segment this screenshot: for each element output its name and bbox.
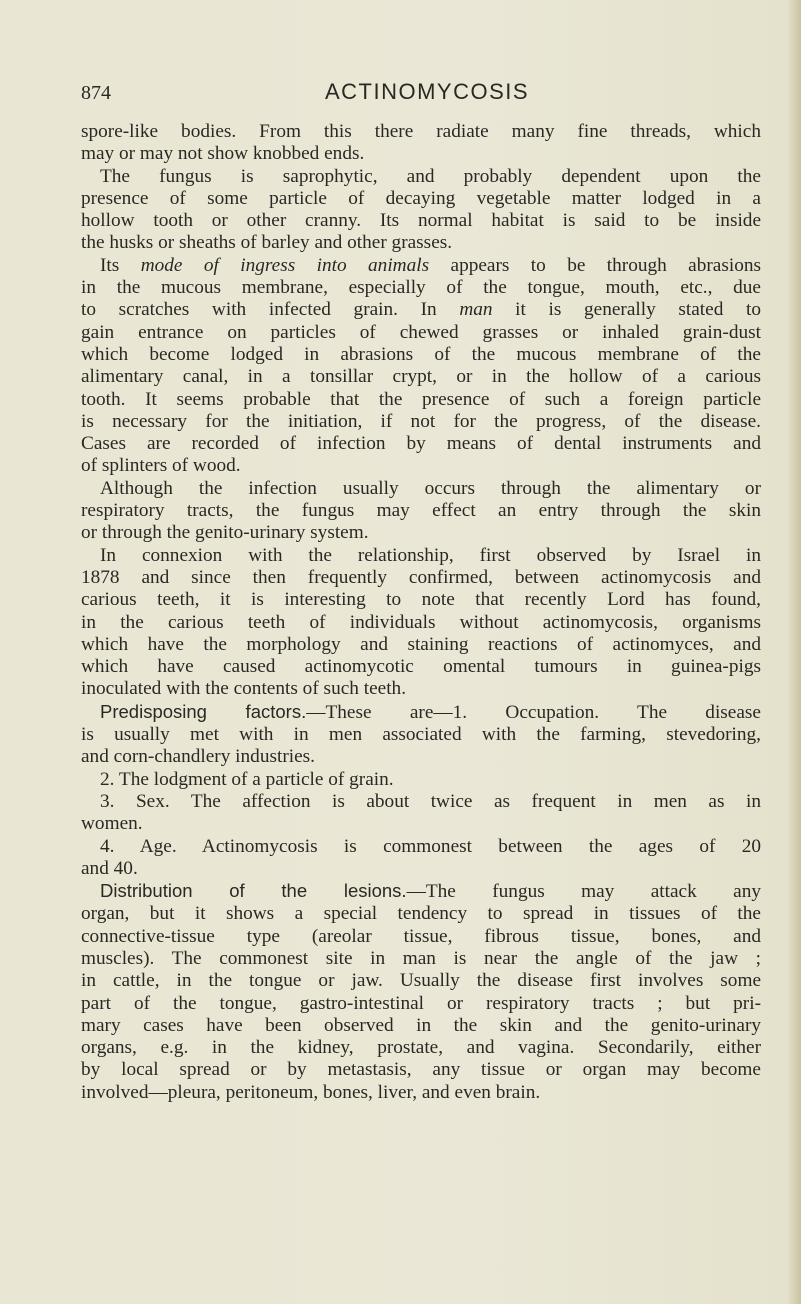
text-line: [81, 813, 761, 835]
italic-phrase: mode of ingress into animals: [140, 254, 430, 276]
text-line: [81, 1059, 761, 1081]
text-run: in the mucous membrane, especially of the tongue, mouth, etc., due: [81, 277, 761, 299]
text-run: respiratory tracts, the fungus may effect an entry through the skin: [81, 500, 761, 522]
text-line: [81, 724, 761, 746]
text-line: [81, 121, 761, 143]
text-line: [81, 948, 761, 970]
text-line: [81, 678, 761, 700]
text-run: tooth. It seems probable that the presence of such a foreign particle: [81, 388, 761, 410]
text-line: [81, 255, 761, 277]
text-line: [81, 656, 761, 678]
text-line: [81, 1082, 761, 1104]
text-run: involved—pleura, peritoneum, bones, liver, and even brain.: [81, 1081, 541, 1103]
text-run: —The fungus may attack any: [406, 881, 761, 903]
text-run: is necessary for the initiation, if not for the progress, of the disease.: [81, 410, 761, 432]
text-line: [81, 612, 761, 634]
text-line: [81, 277, 761, 299]
text-run: connective-tissue type (areolar tissue, fibrous tissue, bones, and: [81, 925, 761, 947]
text-run: organ, but it shows a special tendency to spread in tissues of the: [81, 903, 761, 925]
text-line: [81, 858, 761, 880]
text-line: [81, 500, 761, 522]
running-title: ACTINOMYCOSIS: [324, 79, 530, 104]
text-run: 4. Age. Actinomycosis is commonest between the ages of 20: [100, 835, 761, 857]
section-heading: Predisposing factors.: [100, 700, 307, 722]
text-run: to scratches with infected grain. In: [81, 299, 460, 321]
text-run: women.: [81, 813, 143, 835]
text-line: [81, 880, 761, 903]
text-run: in the carious teeth of individuals without actinomycosis, organisms: [81, 611, 761, 633]
text-run: inoculated with the contents of such teeth.: [81, 678, 407, 700]
text-line: [81, 210, 761, 232]
text-line: [81, 433, 761, 455]
text-run: is usually met with in men associated with the farming, stevedoring,: [81, 724, 761, 746]
text-run: Although the infection usually occurs through the alimentary or: [100, 477, 761, 499]
text-run: In connexion with the relationship, first observed by Israel in: [100, 544, 761, 566]
text-run: mary cases have been observed in the skin and the genito-urinary: [81, 1014, 761, 1036]
text-run: the husks or sheaths of barley and other grasses.: [81, 232, 453, 254]
text-run: may or may not show knobbed ends.: [81, 143, 365, 165]
text-run: part of the tongue, gastro-intestinal or respiratory tracts ; but pri-: [81, 992, 761, 1014]
text-line: [81, 903, 761, 925]
text-run: hollow tooth or other cranny. Its normal habitat is said to be inside: [81, 210, 761, 232]
text-line: [81, 701, 761, 724]
text-line: [81, 188, 761, 210]
text-run: spore-like bodies. From this there radiate many fine threads, which: [81, 121, 761, 142]
text-run: which have caused actinomycotic omental tumours in guinea-pigs: [81, 656, 761, 678]
text-run: alimentary canal, in a tonsillar crypt, or in the hollow of a carious: [81, 366, 761, 388]
text-line: [81, 746, 761, 768]
text-line: [81, 522, 761, 544]
text-run: presence of some particle of decaying vegetable matter lodged in a: [81, 187, 761, 209]
text-line: [81, 366, 761, 388]
text-line: [81, 166, 761, 188]
text-line: [81, 411, 761, 433]
text-line: [81, 545, 761, 567]
text-line: [81, 1015, 761, 1037]
text-run: 3. Sex. The affection is about twice as frequent in men as in: [100, 790, 761, 812]
text-run: carious teeth, it is interesting to note that recently Lord has found,: [81, 589, 761, 611]
page-header: [81, 79, 761, 111]
text-line: [81, 993, 761, 1015]
text-run: organs, e.g. in the kidney, prostate, and vagina. Secondarily, either: [81, 1037, 761, 1059]
text-run: The fungus is saprophytic, and probably dependent upon the: [100, 165, 761, 187]
text-run: of splinters of wood.: [81, 455, 241, 477]
text-line: [81, 389, 761, 411]
body-text: [81, 121, 761, 1104]
text-line: [81, 589, 761, 611]
text-run: 2. The lodgment of a particle of grain.: [100, 768, 394, 790]
text-run: in cattle, in the tongue or jaw. Usually the disease first involves some: [81, 970, 761, 992]
text-run: which become lodged in abrasions of the mucous membrane of the: [81, 343, 761, 365]
text-line: [81, 836, 761, 858]
text-run: and corn-chandlery industries.: [81, 746, 315, 768]
text-run: and 40.: [81, 857, 138, 879]
text-run: 1878 and since then frequently confirmed, between actinomycosis and: [81, 566, 761, 588]
text-run: muscles). The commonest site in man is near the angle of the jaw ;: [81, 947, 761, 969]
text-line: [81, 455, 761, 477]
text-run: Cases are recorded of infection by means of dental instruments and: [81, 433, 761, 455]
text-line: [81, 926, 761, 948]
text-line: [81, 567, 761, 589]
italic-phrase: man: [459, 299, 493, 321]
text-line: [81, 299, 761, 321]
page-number: 874: [81, 82, 111, 104]
text-line: [81, 232, 761, 254]
text-line: [81, 344, 761, 366]
text-line: [81, 1037, 761, 1059]
text-run: it is generally stated to: [492, 299, 761, 321]
text-run: appears to be through abrasions: [429, 254, 761, 276]
text-line: [81, 634, 761, 656]
text-run: Its: [100, 254, 141, 276]
text-run: or through the genito-urinary system.: [81, 522, 369, 544]
text-line: [81, 478, 761, 500]
text-line: [81, 143, 761, 165]
section-heading: Distribution of the lesions.: [100, 880, 407, 902]
text-line: [81, 791, 761, 813]
text-line: [81, 970, 761, 992]
text-run: gain entrance on particles of chewed grasses or inhaled grain-dust: [81, 321, 761, 343]
text-line: [81, 322, 761, 344]
text-line: [81, 769, 761, 791]
text-run: —These are—1. Occupation. The disease: [306, 701, 761, 723]
page-edge-shadow: [787, 0, 801, 1304]
text-run: by local spread or by metastasis, any tissue or organ may become: [81, 1059, 761, 1081]
text-run: which have the morphology and staining reactions of actinomyces, and: [81, 633, 761, 655]
